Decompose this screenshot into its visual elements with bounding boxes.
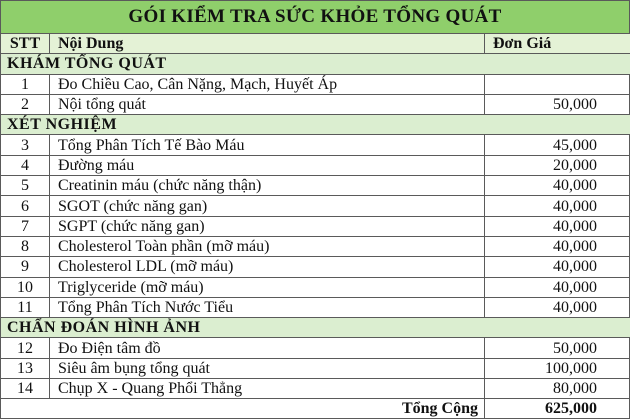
cell-stt: 6 [1, 196, 50, 216]
cell-content: Nội tổng quát [50, 94, 485, 114]
table-row [1, 74, 630, 94]
cell-price: 40,000 [485, 257, 630, 277]
header-stt: STT [1, 34, 50, 54]
cell-price: 40,000 [485, 176, 630, 196]
section-title: XÉT NGHIỆM [1, 115, 630, 135]
price-table [1, 34, 630, 419]
section-row [1, 318, 630, 338]
header-content: Nội Dung [50, 34, 485, 54]
cell-content: Đo Chiều Cao, Cân Nặng, Mạch, Huyết Áp [50, 74, 485, 94]
section-row [1, 115, 630, 135]
cell-price: 40,000 [485, 216, 630, 236]
cell-stt: 8 [1, 236, 50, 256]
cell-content: Cholesterol LDL (mỡ máu) [50, 257, 485, 277]
cell-stt: 4 [1, 155, 50, 175]
cell-content: Tổng Phân Tích Nước Tiểu [50, 297, 485, 317]
cell-content: Creatinin máu (chức năng thận) [50, 176, 485, 196]
cell-stt: 9 [1, 257, 50, 277]
cell-content: Tổng Phân Tích Tế Bào Máu [50, 135, 485, 155]
cell-price: 50,000 [485, 338, 630, 358]
table-row [1, 216, 630, 236]
table-row [1, 155, 630, 175]
table-row [1, 257, 630, 277]
table-row [1, 379, 630, 399]
cell-content: SGPT (chức năng gan) [50, 216, 485, 236]
cell-price [485, 74, 630, 94]
cell-content: Đo Điện tâm đồ [50, 338, 485, 358]
cell-stt: 1 [1, 74, 50, 94]
cell-stt: 14 [1, 379, 50, 399]
header-row [1, 34, 630, 54]
cell-stt: 13 [1, 358, 50, 378]
table-title: GÓI KIỂM TRA SỨC KHỎE TỔNG QUÁT [1, 1, 629, 34]
table-row [1, 236, 630, 256]
header-price: Đơn Giá [485, 34, 630, 54]
cell-content: Đường máu [50, 155, 485, 175]
cell-stt: 12 [1, 338, 50, 358]
total-row [1, 399, 630, 419]
cell-content: SGOT (chức năng gan) [50, 196, 485, 216]
cell-price: 20,000 [485, 155, 630, 175]
cell-price: 40,000 [485, 277, 630, 297]
table-row [1, 196, 630, 216]
cell-price: 45,000 [485, 135, 630, 155]
cell-stt: 2 [1, 94, 50, 114]
section-title: KHÁM TỔNG QUÁT [1, 54, 630, 74]
table-row [1, 277, 630, 297]
cell-content: Chụp X - Quang Phổi Thẳng [50, 379, 485, 399]
section-title: CHẨN ĐOÁN HÌNH ẢNH [1, 318, 630, 338]
cell-content: Cholesterol Toàn phần (mỡ máu) [50, 236, 485, 256]
cell-price: 40,000 [485, 196, 630, 216]
table-row [1, 94, 630, 114]
total-value: 625,000 [485, 399, 630, 419]
table-row [1, 338, 630, 358]
table-row [1, 358, 630, 378]
cell-price: 40,000 [485, 236, 630, 256]
cell-price: 100,000 [485, 358, 630, 378]
cell-stt: 11 [1, 297, 50, 317]
cell-price: 80,000 [485, 379, 630, 399]
cell-content: Triglyceride (mỡ máu) [50, 277, 485, 297]
cell-price: 40,000 [485, 297, 630, 317]
table-row [1, 297, 630, 317]
cell-stt: 7 [1, 216, 50, 236]
cell-stt: 3 [1, 135, 50, 155]
total-label: Tổng Cộng [1, 399, 485, 419]
cell-stt: 10 [1, 277, 50, 297]
section-row [1, 54, 630, 74]
cell-content: Siêu âm bụng tổng quát [50, 358, 485, 378]
table-row [1, 135, 630, 155]
cell-stt: 5 [1, 176, 50, 196]
table-row [1, 176, 630, 196]
cell-price: 50,000 [485, 94, 630, 114]
